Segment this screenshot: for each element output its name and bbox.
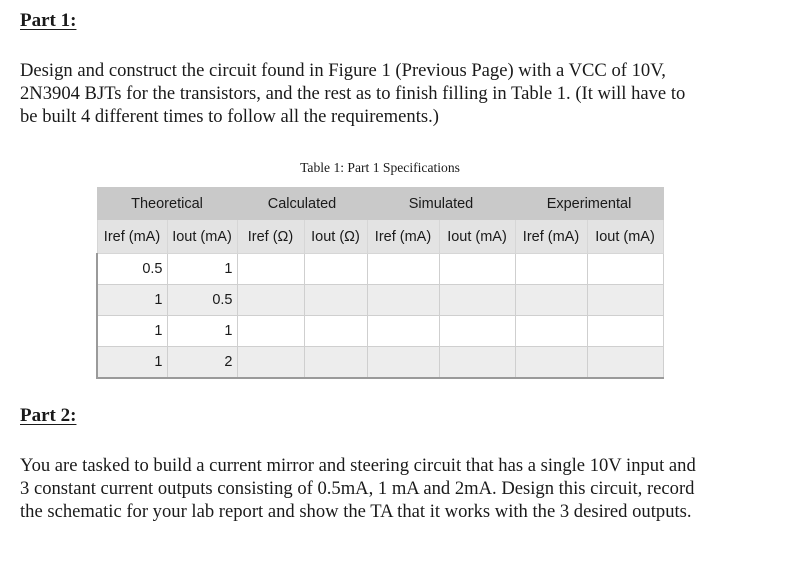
column-header: Iref (mA) [515,220,587,254]
part-2-line: the schematic for your lab report and show the TA that it works with the 3 desired outputs. [20,501,692,522]
part-2-paragraph [20,454,770,523]
table-cell: 1 [97,347,167,379]
table-row [97,254,663,285]
table-cell [304,254,367,285]
table-caption: Table 1: Part 1 Specifications [300,160,460,175]
table-cell [367,316,439,347]
table-cell [515,285,587,316]
table-cell [439,316,515,347]
part-2-line: You are tasked to build a current mirror and steering circuit that has a single 10V input and [20,455,696,476]
table-cell [237,285,304,316]
column-header: Iout (mA) [587,220,663,254]
table-cell [587,316,663,347]
table-cell [367,285,439,316]
part-1-paragraph [20,59,770,128]
table-cell [367,347,439,379]
table-row [97,347,663,379]
part-1-line: be built 4 different times to follow all the requirements.) [20,106,439,127]
group-header-calculated: Calculated [237,188,367,220]
table-cell [304,347,367,379]
table-row [97,285,663,316]
column-header: Iout (mA) [439,220,515,254]
part-2-line: 3 constant current outputs consisting of 0.5mA, 1 mA and 2mA. Design this circuit, record [20,478,695,499]
table-cell [587,347,663,379]
column-header: Iref (mA) [97,220,167,254]
table-cell [439,254,515,285]
group-header-experimental: Experimental [515,188,663,220]
column-header: Iout (mA) [167,220,237,254]
table-cell [587,254,663,285]
table-cell: 0.5 [97,254,167,285]
table-cell [367,254,439,285]
table-cell: 2 [167,347,237,379]
table-cell: 1 [97,316,167,347]
table-cell [237,254,304,285]
column-header: Iref (mA) [367,220,439,254]
table-cell [304,316,367,347]
table-cell [439,347,515,379]
table-row [97,316,663,347]
group-header-theoretical: Theoretical [97,188,237,220]
table-column-header-row [97,220,663,254]
part-1-line: 2N3904 BJTs for the transistors, and the rest as to finish filling in Table 1. (It will have to [20,83,686,104]
table-cell: 1 [167,254,237,285]
table-cell: 1 [97,285,167,316]
table-cell: 1 [167,316,237,347]
specifications-table [96,187,664,379]
column-header: Iout (Ω) [304,220,367,254]
column-header: Iref (Ω) [237,220,304,254]
table-cell [587,285,663,316]
table-cell [237,316,304,347]
part-1-line: Design and construct the circuit found in Figure 1 (Previous Page) with a VCC of 10V, [20,60,666,81]
table-cell [439,285,515,316]
table-cell [304,285,367,316]
table-group-header-row [97,188,663,220]
part-2-heading: Part 2: [20,405,77,426]
table-cell [515,316,587,347]
group-header-simulated: Simulated [367,188,515,220]
table-cell [515,254,587,285]
table-cell [237,347,304,379]
part-1-heading: Part 1: [20,10,77,31]
table-cell: 0.5 [167,285,237,316]
table-cell [515,347,587,379]
